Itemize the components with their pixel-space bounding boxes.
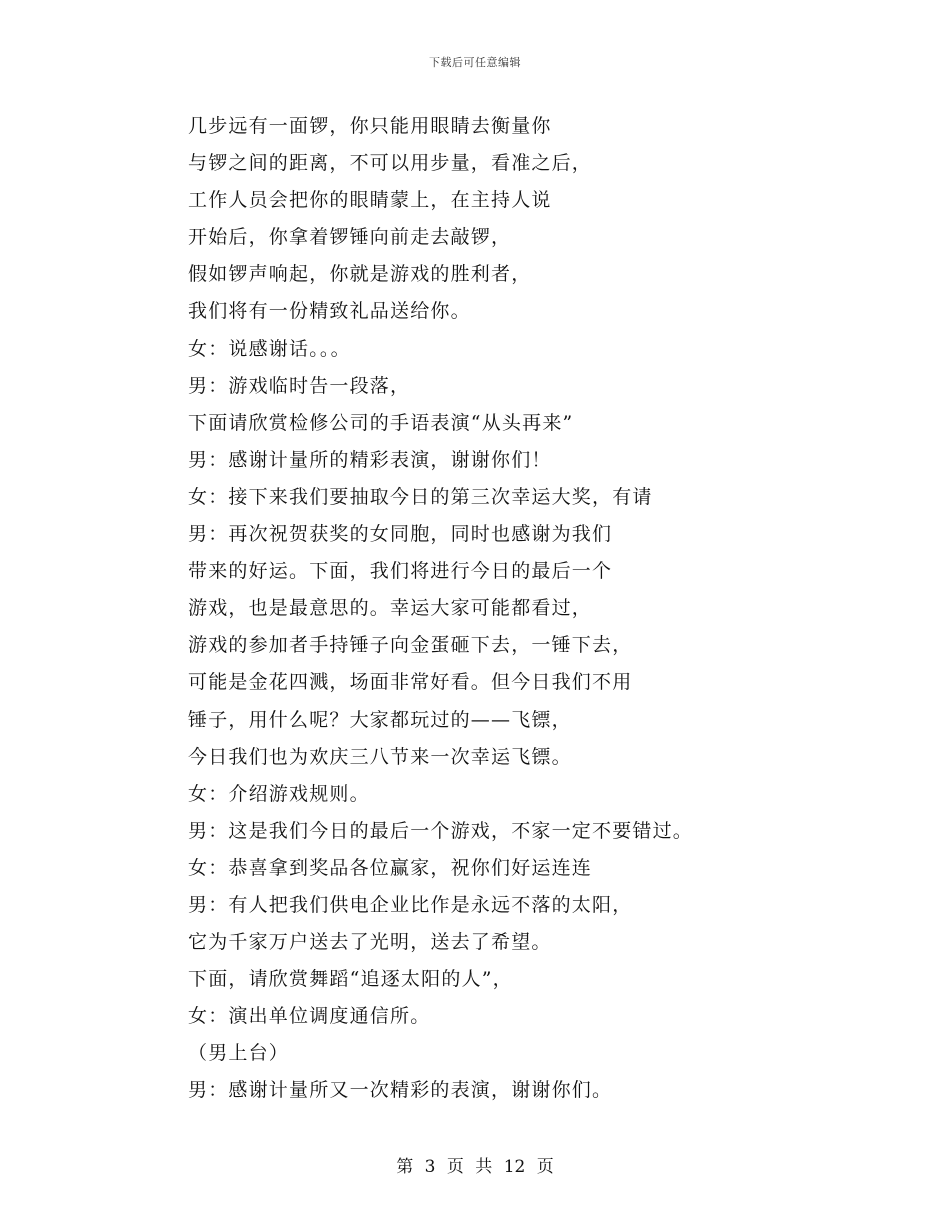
text-line: 我们将有一份精致礼品送给你。 — [188, 300, 471, 323]
text-line: 带来的好运。下面，我们将进行今日的最后一个 — [188, 560, 613, 583]
text-line: 工作人员会把你的眼睛蒙上，在主持人说 — [188, 189, 552, 212]
text-line: 女：恭喜拿到奖品各位赢家，祝你们好运连连 — [188, 856, 593, 879]
text-line: 可能是金花四溅，场面非常好看。但今日我们不用 — [188, 671, 633, 694]
text-line: 男：有人把我们供电企业比作是永远不落的太阳， — [188, 893, 633, 916]
text-line: 与锣之间的距离，不可以用步量，看准之后， — [188, 152, 593, 175]
text-line: 下面请欣赏检修公司的手语表演“从头再来” — [188, 411, 574, 434]
page-number: 第 3 页 共 12 页 — [396, 1157, 554, 1177]
page-header: 下载后可任意编辑 — [429, 56, 521, 69]
text-line: （男上台） — [188, 1042, 290, 1065]
text-line: 今日我们也为欢庆三八节来一次幸运飞镖。 — [188, 745, 572, 768]
script-body — [188, 108, 768, 1110]
text-line: 男：感谢计量所又一次精彩的表演，谢谢你们。 — [188, 1079, 613, 1102]
text-line: 它为千家万户送去了光明，送去了希望。 — [188, 931, 552, 954]
text-line: 开始后，你拿着锣锤向前走去敲锣， — [188, 226, 512, 249]
text-line: 男：感谢计量所的精彩表演，谢谢你们！ — [188, 448, 552, 471]
text-line: 游戏，也是最意思的。幸运大家可能都看过， — [188, 597, 593, 620]
text-line: 几步远有一面锣，你只能用眼睛去衡量你 — [188, 115, 552, 137]
text-line: 女：接下来我们要抽取今日的第三次幸运大奖，有请 — [188, 485, 653, 508]
text-line: 假如锣声响起，你就是游戏的胜利者， — [188, 263, 532, 286]
text-line: 女：说感谢话。。。 — [188, 337, 351, 360]
text-line: 男：再次祝贺获奖的女同胞，同时也感谢为我们 — [188, 523, 613, 546]
text-line: 锤子，用什么呢？大家都玩过的——飞镖， — [188, 708, 572, 731]
text-line: 下面，请欣赏舞蹈“追逐太阳的人”， — [188, 968, 513, 991]
text-line: 女：介绍游戏规则。 — [188, 782, 370, 805]
text-line: 游戏的参加者手持锤子向金蛋砸下去，一锤下去， — [188, 634, 633, 657]
text-line: 女：演出单位调度通信所。 — [188, 1005, 431, 1028]
text-line: 男：这是我们今日的最后一个游戏，不家一定不要错过。 — [188, 819, 694, 842]
text-line: 男：游戏临时告一段落， — [188, 374, 411, 397]
